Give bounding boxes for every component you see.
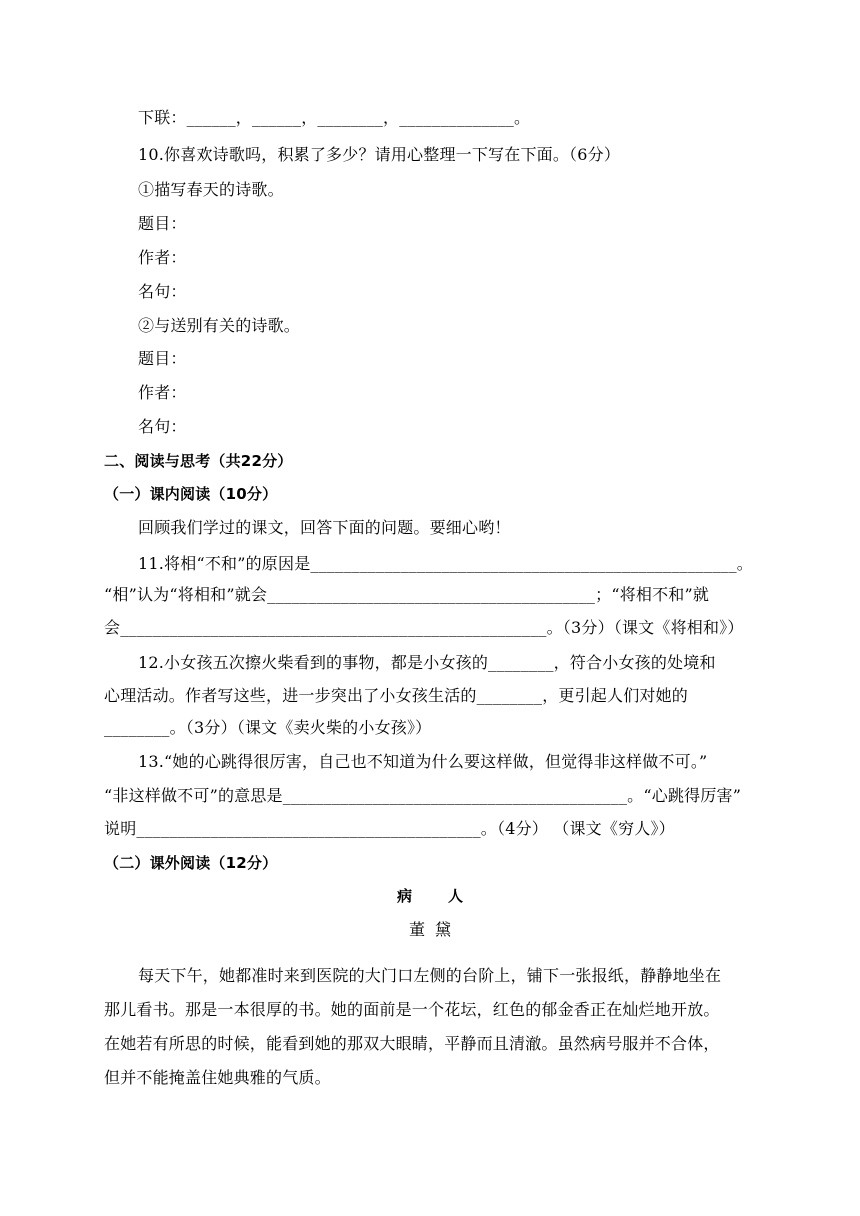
field-quote-label: 名句：	[138, 417, 187, 436]
item-spring-poem: ①描写春天的诗歌。	[138, 180, 284, 199]
question-11-line-1: 11.将相“不和”的原因是____________________________________________________。	[138, 554, 754, 573]
section-heading-reading: 二、阅读与思考（共22分）	[104, 452, 293, 470]
article-paragraph-line-1: 每天下午，她都准时来到医院的大门口左侧的台阶上，铺下一张报纸，静静地坐在	[138, 966, 722, 985]
couplet-answer-line: 下联：______，______，________，______________。	[138, 108, 531, 127]
subsection-heading-extracurricular: （二）课外阅读（12分）	[104, 854, 278, 872]
field-title-label: 题目：	[138, 349, 187, 368]
article-author: 董黛	[408, 920, 461, 939]
field-title-label: 题目：	[138, 214, 187, 233]
question-12-line-3: ________。（3分）（课文《卖火柴的小女孩》）	[104, 718, 432, 737]
question-13-line-3: 说明__________________________________________。（4分） （课文《穷人》）	[104, 819, 675, 838]
question-13-line-1: 13.“她的心跳得很厉害，自己也不知道为什么要这样做，但觉得非这样做不可。”	[138, 752, 708, 771]
question-12-line-2: 心理活动。作者写这些，进一步突出了小女孩生活的________，更引起人们对她的	[104, 686, 689, 705]
question-11-line-3: 会____________________________________________________。（3分）（课文《将相和》）	[104, 618, 744, 637]
article-paragraph-line-3: 在她若有所思的时候，能看到她的那双大眼睛，平静而且清澈。虽然病号服并不合体，	[104, 1034, 720, 1053]
field-quote-label: 名句：	[138, 282, 187, 301]
subsection-heading-in-class: （一）课内阅读（10分）	[104, 485, 278, 503]
question-12-line-1: 12.小女孩五次擦火柴看到的事物，都是小女孩的________，符合小女孩的处境和	[138, 653, 716, 672]
article-paragraph-line-2: 那儿看书。那是一本很厚的书。她的面前是一个花坛，红色的郁金香正在灿烂地开放。	[104, 1000, 720, 1019]
article-title: 病人	[396, 887, 499, 905]
instruction-text: 回顾我们学过的课文，回答下面的问题。要细心哟！	[138, 518, 511, 537]
field-author-label: 作者：	[138, 248, 187, 267]
question-13-line-2: “非这样做不可”的意思是__________________________________________。“心跳得厉害”	[104, 786, 742, 805]
article-paragraph-line-4: 但并不能掩盖住她典雅的气质。	[104, 1068, 331, 1087]
question-10: 10.你喜欢诗歌吗，积累了多少？请用心整理一下写在下面。（6分）	[138, 145, 621, 164]
field-author-label: 作者：	[138, 383, 187, 402]
question-11-line-2: “相”认为“将相和”就会________________________________________；“将相不和”就	[104, 585, 710, 604]
item-farewell-poem: ②与送别有关的诗歌。	[138, 316, 301, 335]
